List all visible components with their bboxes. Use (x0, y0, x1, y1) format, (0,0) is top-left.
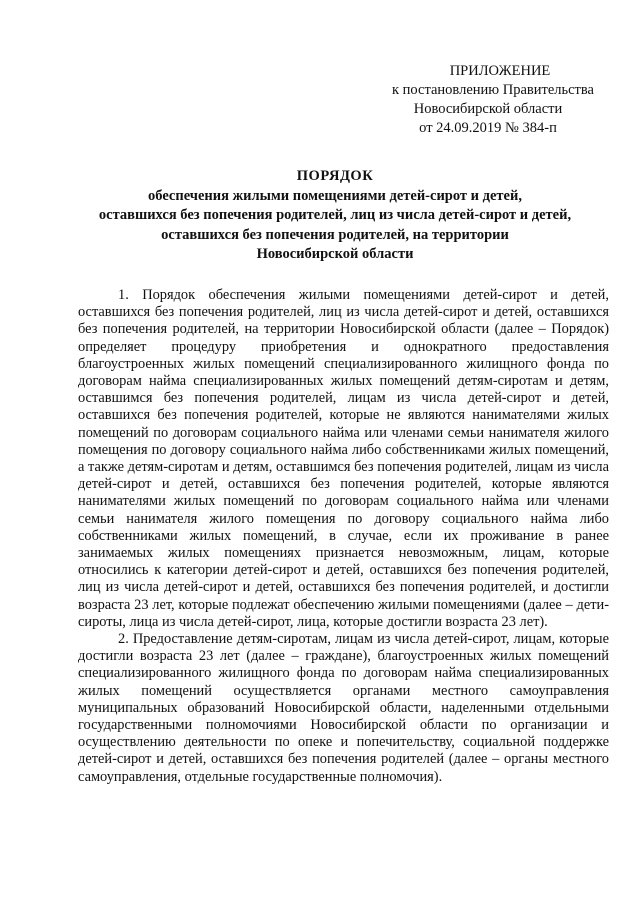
document-title (70, 167, 600, 265)
title-line-4: Новосибирской области (256, 246, 414, 262)
paragraph-2: 2. Предоставление детям-сиротам, лицам из числа детей-сирот, лицам, которые достигли возраста 23 лет (далее – граждане), благоустроенных жилых помещений специализированного жилищного фонда по договорам найма специализированных жилых помещений осуществляется органами местного самоуправления муниципальных образований Новосибирской области, наделенными отдельными государственными полномочиями Новосибирской области по организации и осуществлению деятельности по опеке и попечительству, социальной поддержке детей-сирот и детей, оставшихся без попечения родителей (далее – органы местного самоуправления, отдельные государственные полномочия). (78, 631, 609, 785)
appendix-line-date-number: от 24.09.2019 № 384-п (419, 120, 557, 136)
title-line-3: оставшихся без попечения родителей, на территории (161, 226, 509, 243)
title-main: ПОРЯДОК (296, 168, 374, 184)
title-line-2: оставшихся без попечения родителей, лиц из числа детей-сирот и детей, (98, 207, 572, 223)
appendix-line-resolution: к постановлению Правительства (392, 82, 594, 98)
appendix-heading: ПРИЛОЖЕНИЕ (449, 63, 551, 79)
appendix-line-region: Новосибирской области (413, 101, 563, 117)
appendix-block (392, 62, 594, 138)
document-body (78, 287, 609, 786)
paragraph-1: 1. Порядок обеспечения жилыми помещениями детей-сирот и детей, оставшихся без попечения родителей, лиц из числа детей-сирот и детей, оставшихся без попечения родителей, на территории Новосибирской области (далее – Порядок) определяет процедуру приобретения и однократного предоставления благоустроенных жилых помещений специализированного жилищного фонда по договорам найма специализированных жилых помещений детям-сиротам и детям, оставшимся без попечения родителей, лицам из числа детей-сирот и детей, оставшихся без попечения родителей, которые не являются нанимателями жилых помещений по договорам социального найма или членами семьи нанимателя жилого помещения по договору социального найма либо собственниками жилых помещений, а также детям-сиротам и детям, оставшимся без попечения родителей, лицам из числа детей-сирот и детей, оставшихся без попечения родителей, которые являются нанимателями жилых помещений по договорам социального найма или членами семьи нанимателя жилого помещения по договору социального найма либо собственниками жилых помещений, в случае, если их проживание в ранее занимаемых жилых помещениях признается невозможным, лицам, которые относились к категории детей-сирот и детей, оставшихся без попечения родителей, лиц из числа детей-сирот и детей, оставшихся без попечения родителей, и достигли возраста 23 лет, которые подлежат обеспечению жилыми помещениями (далее – дети-сироты, лица из числа детей-сирот, лица, которые достигли возраста 23 лет). (78, 287, 609, 630)
title-line-1: обеспечения жилыми помещениями детей-сирот и детей, (148, 187, 522, 204)
